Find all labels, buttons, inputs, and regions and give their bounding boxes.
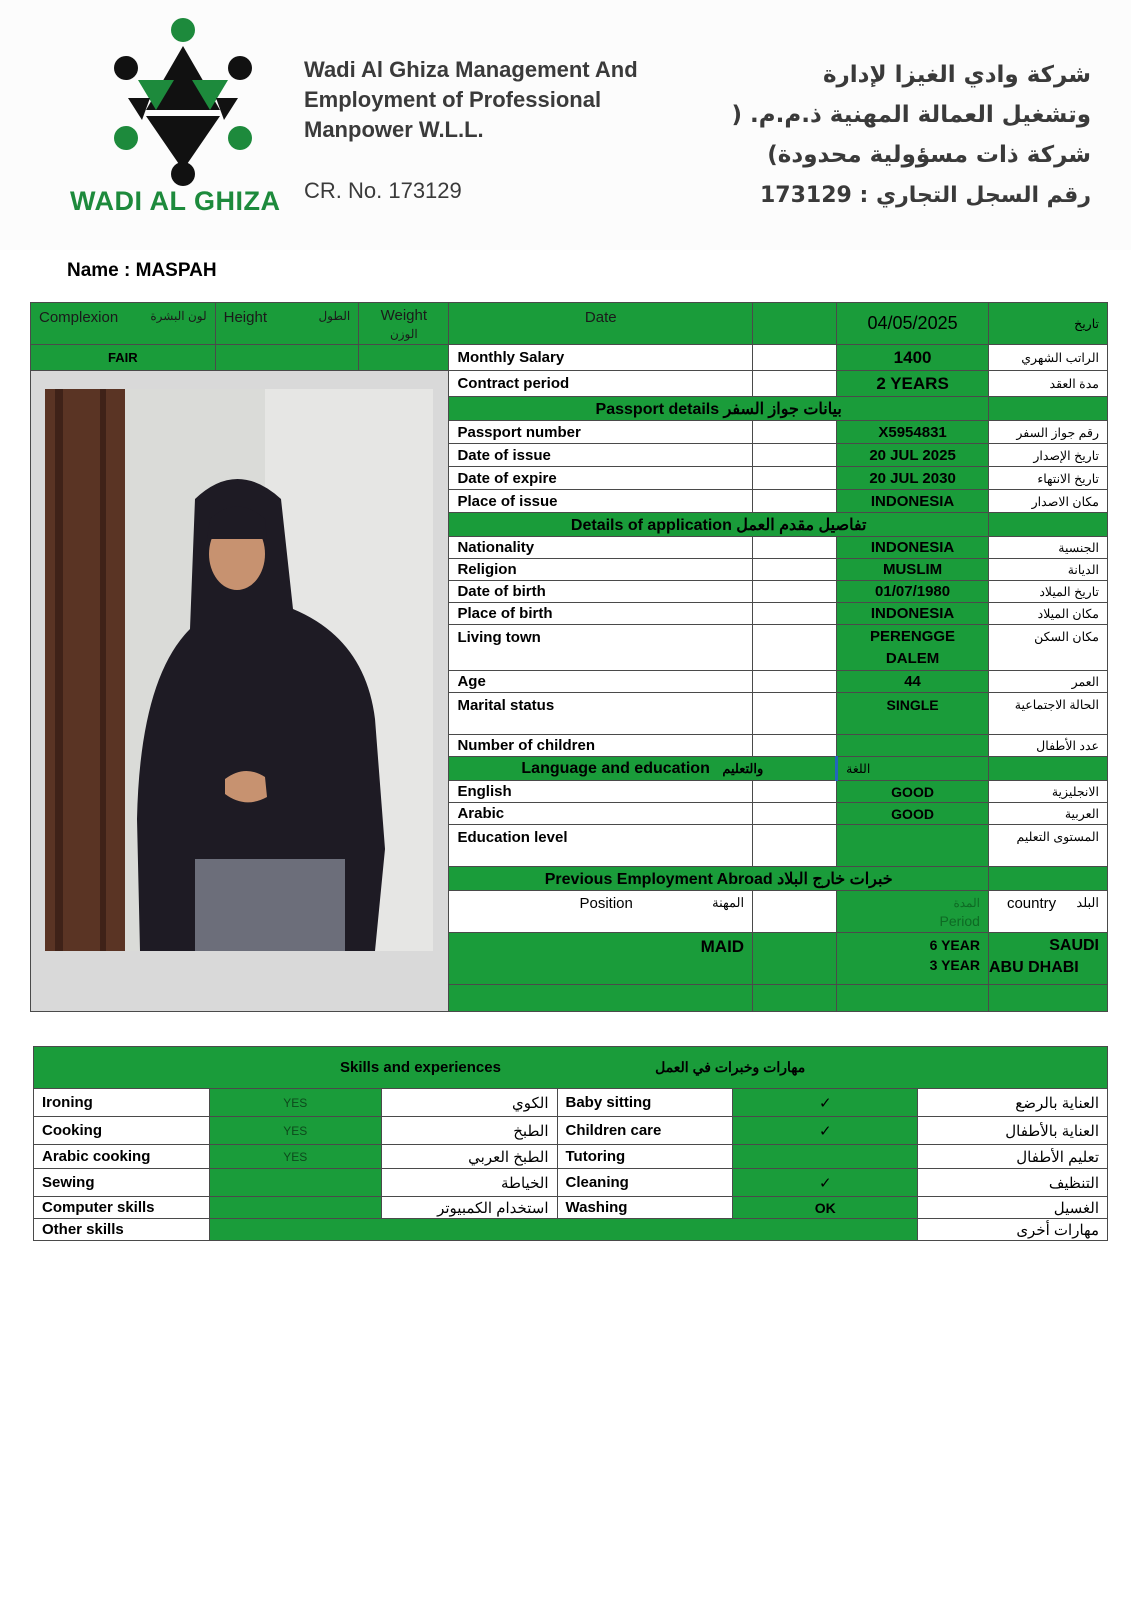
skill-label: Cooking [34, 1117, 210, 1145]
nationality-label: Nationality [449, 537, 753, 559]
passport-number-value: X5954831 [837, 421, 989, 444]
contract-period-label: Contract period [449, 371, 753, 397]
letterhead [0, 0, 1131, 250]
skills-row [34, 1197, 1108, 1219]
issue-place-value: INDONESIA [837, 490, 989, 513]
birth-place-value: INDONESIA [837, 603, 989, 625]
checkmark-icon: ✓ [733, 1169, 918, 1197]
date-label: Date [449, 303, 753, 345]
skill-label: Children care [557, 1117, 733, 1145]
nationality-value: INDONESIA [837, 537, 989, 559]
education-value [837, 825, 989, 867]
other-skills-label: Other skills [34, 1219, 210, 1241]
position-header: Position المهنة [449, 891, 753, 933]
passport-section-title: Passport details بيانات جواز السفر [449, 397, 989, 421]
height-header: Height الطول [215, 303, 359, 345]
contract-period-label-ar: مدة العقد [988, 371, 1107, 397]
application-section-title: Details of application تفاصيل مقدم العمل [449, 513, 989, 537]
skill-label: Computer skills [34, 1197, 210, 1219]
employment-periods: 6 YEAR 3 YEAR [837, 933, 989, 985]
skill-label-ar: تعليم الأطفال [918, 1145, 1108, 1169]
cr-number-ar: رقم السجل التجاري : 173129 [759, 183, 1091, 208]
expiry-date-label-ar: تاريخ الانتهاء [988, 467, 1107, 490]
passport-number-label-ar: رقم جواز السفر [988, 421, 1107, 444]
skill-label-ar: استخدام الكمبيوتر [381, 1197, 557, 1219]
candidate-name: Name : MASPAH [67, 260, 217, 281]
date-value: 04/05/2025 [837, 303, 989, 345]
skill-label: Tutoring [557, 1145, 733, 1169]
issue-place-label: Place of issue [449, 490, 753, 513]
arabic-value: GOOD [837, 803, 989, 825]
header-row [31, 303, 1108, 345]
weight-header: Weight الوزن [359, 303, 449, 345]
religion-label: Religion [449, 559, 753, 581]
arabic-label: Arabic [449, 803, 753, 825]
skill-value: YES [209, 1089, 381, 1117]
skill-value: OK [733, 1197, 918, 1219]
children-count-value [837, 735, 989, 757]
language-section-title: Language and education والتعليم [449, 757, 837, 781]
skill-label: Cleaning [557, 1169, 733, 1197]
english-label-ar: الانجليزية [988, 781, 1107, 803]
skills-row [34, 1117, 1108, 1145]
company-name-en: Wadi Al Ghiza Management And Employment of Professional Manpower W.L.L. [304, 57, 638, 142]
marital-status-value: SINGLE [837, 693, 989, 735]
skill-label-ar: الكوي [381, 1089, 557, 1117]
issue-date-label-ar: تاريخ الإصدار [988, 444, 1107, 467]
contract-period-row [31, 371, 1108, 397]
checkmark-icon: ✓ [733, 1117, 918, 1145]
complexion-value: FAIR [31, 345, 216, 371]
birth-date-label: Date of birth [449, 581, 753, 603]
other-skills-value [209, 1219, 917, 1241]
logo-wordmark: WADI AL GHIZA [70, 186, 281, 216]
issue-place-label-ar: مكان الاصدار [988, 490, 1107, 513]
skill-value [209, 1169, 381, 1197]
skills-table [33, 1046, 1108, 1241]
skill-label-ar: العناية بالرضع [918, 1089, 1108, 1117]
skill-label: Sewing [34, 1169, 210, 1197]
salary-value: 1400 [837, 345, 989, 371]
language-section-title-ar: اللغة [837, 757, 989, 781]
country-header: country البلد [988, 891, 1107, 933]
skills-title: Skills and experiences مهارات وخبرات في العمل [34, 1047, 1108, 1089]
skill-label: Ironing [34, 1089, 210, 1117]
religion-label-ar: الديانة [988, 559, 1107, 581]
skill-label-ar: الخياطة [381, 1169, 557, 1197]
checkmark-icon: ✓ [733, 1089, 918, 1117]
employment-section-title: Previous Employment Abroad خبرات خارج البلاد [449, 867, 989, 891]
skills-row [34, 1169, 1108, 1197]
salary-label: Monthly Salary [449, 345, 753, 371]
skills-row [34, 1145, 1108, 1169]
date-label-ar: تاريخ [988, 303, 1107, 345]
expiry-date-label: Date of expire [449, 467, 753, 490]
english-value: GOOD [837, 781, 989, 803]
skills-row [34, 1089, 1108, 1117]
skill-label-ar: الطبخ العربي [381, 1145, 557, 1169]
skill-value: YES [209, 1145, 381, 1169]
skill-value [209, 1197, 381, 1219]
birth-place-label-ar: مكان الميلاد [988, 603, 1107, 625]
age-label-ar: العمر [988, 671, 1107, 693]
employment-countries: SAUDI ABU DHABI [988, 933, 1107, 985]
education-label-ar: المستوى التعليم [988, 825, 1107, 867]
skills-header-row [34, 1047, 1108, 1089]
contract-period-value: 2 YEARS [837, 371, 989, 397]
marital-status-label: Marital status [449, 693, 753, 735]
weight-value [359, 345, 449, 371]
age-value: 44 [837, 671, 989, 693]
birth-date-label-ar: تاريخ الميلاد [988, 581, 1107, 603]
skill-value: YES [209, 1117, 381, 1145]
arabic-label-ar: العربية [988, 803, 1107, 825]
nationality-label-ar: الجنسية [988, 537, 1107, 559]
birth-date-value: 01/07/1980 [837, 581, 989, 603]
children-count-label-ar: عدد الأطفال [988, 735, 1107, 757]
skill-label-ar: التنظيف [918, 1169, 1108, 1197]
height-value [215, 345, 359, 371]
skill-label: Arabic cooking [34, 1145, 210, 1169]
period-header: المدة Period [837, 891, 989, 933]
education-label: Education level [449, 825, 753, 867]
employment-position: MAID [449, 933, 753, 985]
children-count-label: Number of children [449, 735, 753, 757]
skill-label-ar: الغسيل [918, 1197, 1108, 1219]
other-skills-row [34, 1219, 1108, 1241]
religion-value: MUSLIM [837, 559, 989, 581]
passport-number-label: Passport number [449, 421, 753, 444]
candidate-photo [45, 389, 433, 951]
living-town-label: Living town [449, 625, 753, 671]
candidate-photo-image [45, 389, 433, 951]
skill-label: Washing [557, 1197, 733, 1219]
cr-number-en: CR. No. 173129 [304, 178, 462, 203]
skill-label-ar: العناية بالأطفال [918, 1117, 1108, 1145]
birth-place-label: Place of birth [449, 603, 753, 625]
living-town-value: PERENGGE DALEM [837, 625, 989, 671]
marital-status-label-ar: الحالة الاجتماعية [988, 693, 1107, 735]
english-label: English [449, 781, 753, 803]
issue-date-label: Date of issue [449, 444, 753, 467]
salary-row [31, 345, 1108, 371]
salary-label-ar: الراتب الشهري [988, 345, 1107, 371]
skill-label-ar: الطبخ [381, 1117, 557, 1145]
company-name-ar: شركة وادي الغيزا لإدارة وتشغيل العمالة المهنية ذ.م.م. ( شركة ذات مسؤولية محدودة) [731, 62, 1091, 168]
expiry-date-value: 20 JUL 2030 [837, 467, 989, 490]
issue-date-value: 20 JUL 2025 [837, 444, 989, 467]
other-skills-label-ar: مهارات أخرى [918, 1219, 1108, 1241]
skill-label: Baby sitting [557, 1089, 733, 1117]
skill-value [733, 1145, 918, 1169]
living-town-label-ar: مكان السكن [988, 625, 1107, 671]
candidate-details-table [30, 302, 1108, 1012]
complexion-header: Complexion لون البشرة [31, 303, 216, 345]
photo-panel [31, 371, 449, 1012]
age-label: Age [449, 671, 753, 693]
